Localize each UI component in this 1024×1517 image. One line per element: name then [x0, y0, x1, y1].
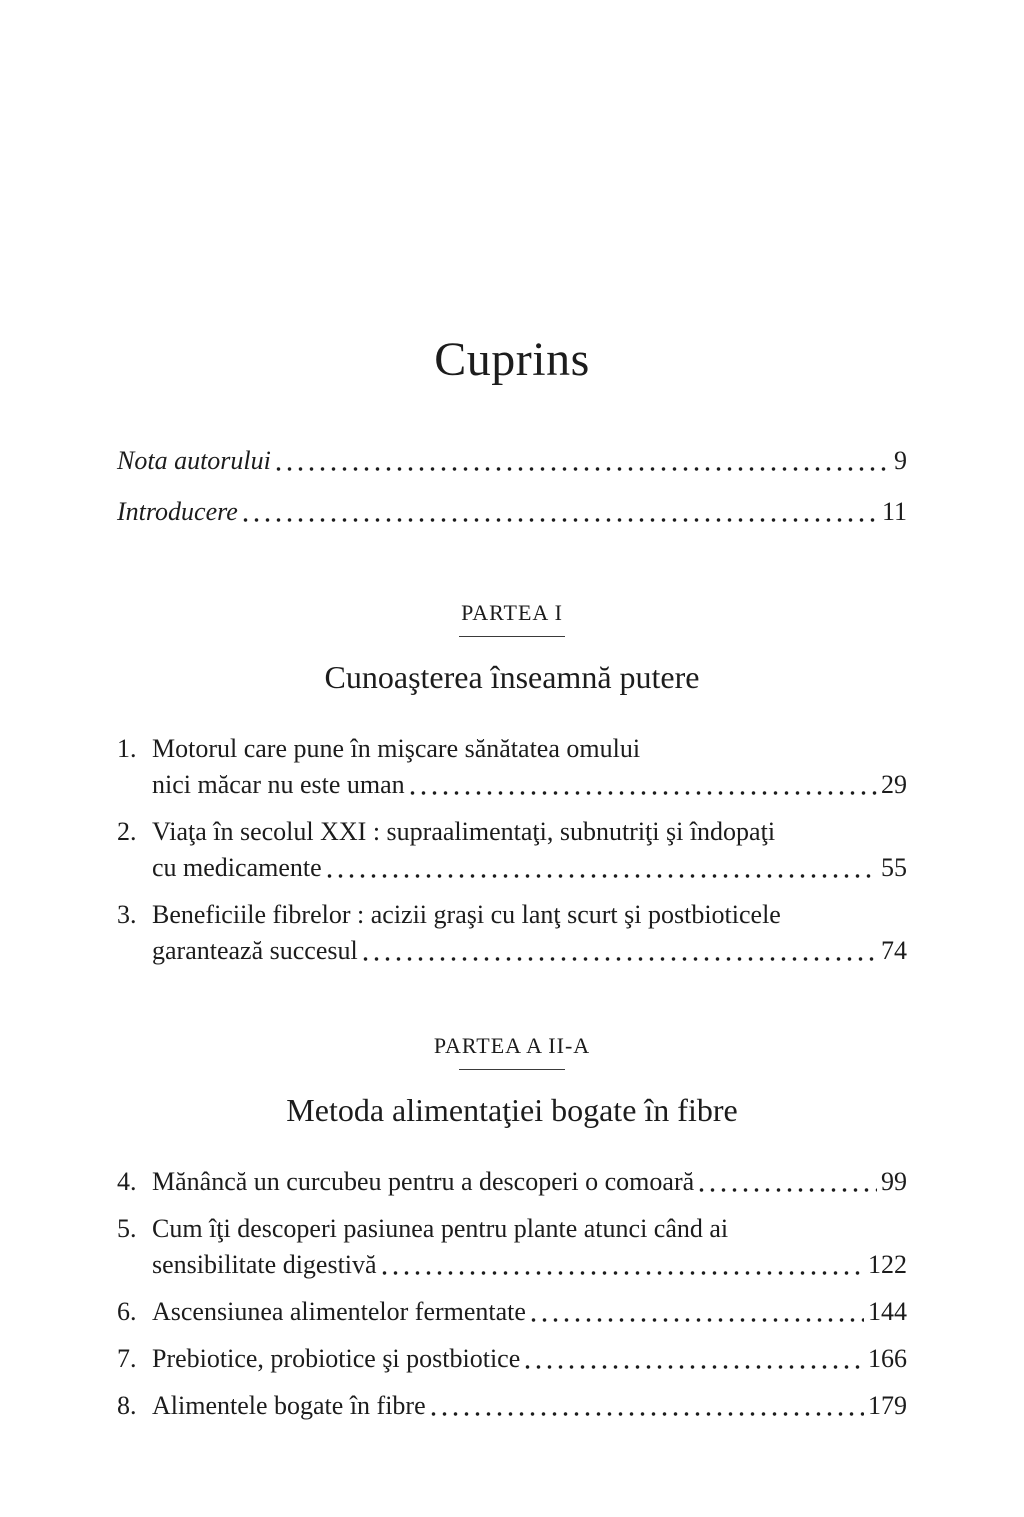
entry-text-line1: Alimentele bogate în fibre — [152, 1391, 426, 1421]
toc-entry-5 — [117, 1211, 907, 1283]
part-2-heading: PARTEA A II-A — [433, 1033, 591, 1059]
entry-text-line1: Ascensiunea alimentelor fermentate — [152, 1297, 526, 1327]
dot-leader — [240, 494, 878, 530]
entry-text-line1: Prebiotice, probiotice şi postbiotice — [152, 1344, 521, 1374]
entry-page-number: 144 — [868, 1297, 907, 1327]
dot-leader — [273, 443, 890, 479]
toc-entry-7 — [117, 1341, 907, 1377]
heading-rule — [459, 636, 565, 637]
entry-number: 1. — [117, 734, 137, 764]
dot-leader — [528, 1294, 864, 1330]
front-matter-list — [117, 443, 907, 530]
entry-page-number: 74 — [881, 936, 907, 966]
entry-page-number: 99 — [881, 1167, 907, 1197]
dot-leader — [522, 1341, 864, 1377]
part-2-title: Metoda alimentaţiei bogate în fibre — [286, 1092, 738, 1129]
entry-page-number: 166 — [868, 1344, 907, 1374]
toc-entry-1 — [117, 731, 907, 803]
page-title: Cuprins — [434, 333, 590, 386]
entry-number: 3. — [117, 900, 137, 930]
part-1-entries — [117, 731, 907, 969]
entry-text-line2: cu medicamente — [152, 853, 322, 883]
heading-rule — [459, 1069, 565, 1070]
entry-page-number: 55 — [881, 853, 907, 883]
dot-leader — [379, 1247, 864, 1283]
entry-page-number: 11 — [881, 497, 907, 527]
toc-entry-3 — [117, 897, 907, 969]
entry-number: 2. — [117, 817, 137, 847]
entry-text-line1: Viaţa în secolul XXI : supraalimentaţi, subnutriţi şi îndopaţi — [152, 817, 776, 847]
entry-number: 7. — [117, 1344, 137, 1374]
entry-number: 6. — [117, 1297, 137, 1327]
entry-number: 8. — [117, 1391, 137, 1421]
dot-leader — [696, 1164, 877, 1200]
entry-text-line2: garantează succesul — [152, 936, 358, 966]
entry-label: Nota autorului — [117, 446, 271, 476]
entry-text-line1: Motorul care pune în mişcare sănătatea omului — [152, 734, 641, 764]
entry-page-number: 29 — [881, 770, 907, 800]
part-1-section — [117, 600, 907, 969]
entry-text-line2: nici măcar nu este uman — [152, 770, 405, 800]
part-2-section — [117, 1033, 907, 1424]
toc-entry-8 — [117, 1388, 907, 1424]
toc-entry-6 — [117, 1294, 907, 1330]
entry-number: 4. — [117, 1167, 137, 1197]
entry-number: 5. — [117, 1214, 137, 1244]
toc-entry-4 — [117, 1164, 907, 1200]
dot-leader — [360, 933, 877, 969]
part-1-title: Cunoaşterea înseamnă putere — [324, 659, 700, 696]
entry-text-line1: Mănâncă un curcubeu pentru a descoperi o comoară — [152, 1167, 695, 1197]
dot-leader — [324, 850, 877, 886]
entry-label: Introducere — [117, 497, 238, 527]
entry-page-number: 122 — [868, 1250, 907, 1280]
entry-text-line1: Beneficiile fibrelor : acizii graşi cu lanţ scurt şi postbioticele — [152, 900, 781, 930]
dot-leader — [407, 767, 877, 803]
part-2-entries — [117, 1164, 907, 1424]
toc-entry-nota-autorului — [117, 443, 907, 479]
entry-text-line1: Cum îţi descoperi pasiunea pentru plante atunci când ai — [152, 1214, 729, 1244]
entry-text-line2: sensibilitate digestivă — [152, 1250, 377, 1280]
entry-page-number: 179 — [868, 1391, 907, 1421]
toc-entry-introducere — [117, 494, 907, 530]
toc-entry-2 — [117, 814, 907, 886]
entry-page-number: 9 — [894, 446, 907, 476]
dot-leader — [428, 1388, 864, 1424]
part-1-heading: PARTEA I — [461, 600, 563, 626]
